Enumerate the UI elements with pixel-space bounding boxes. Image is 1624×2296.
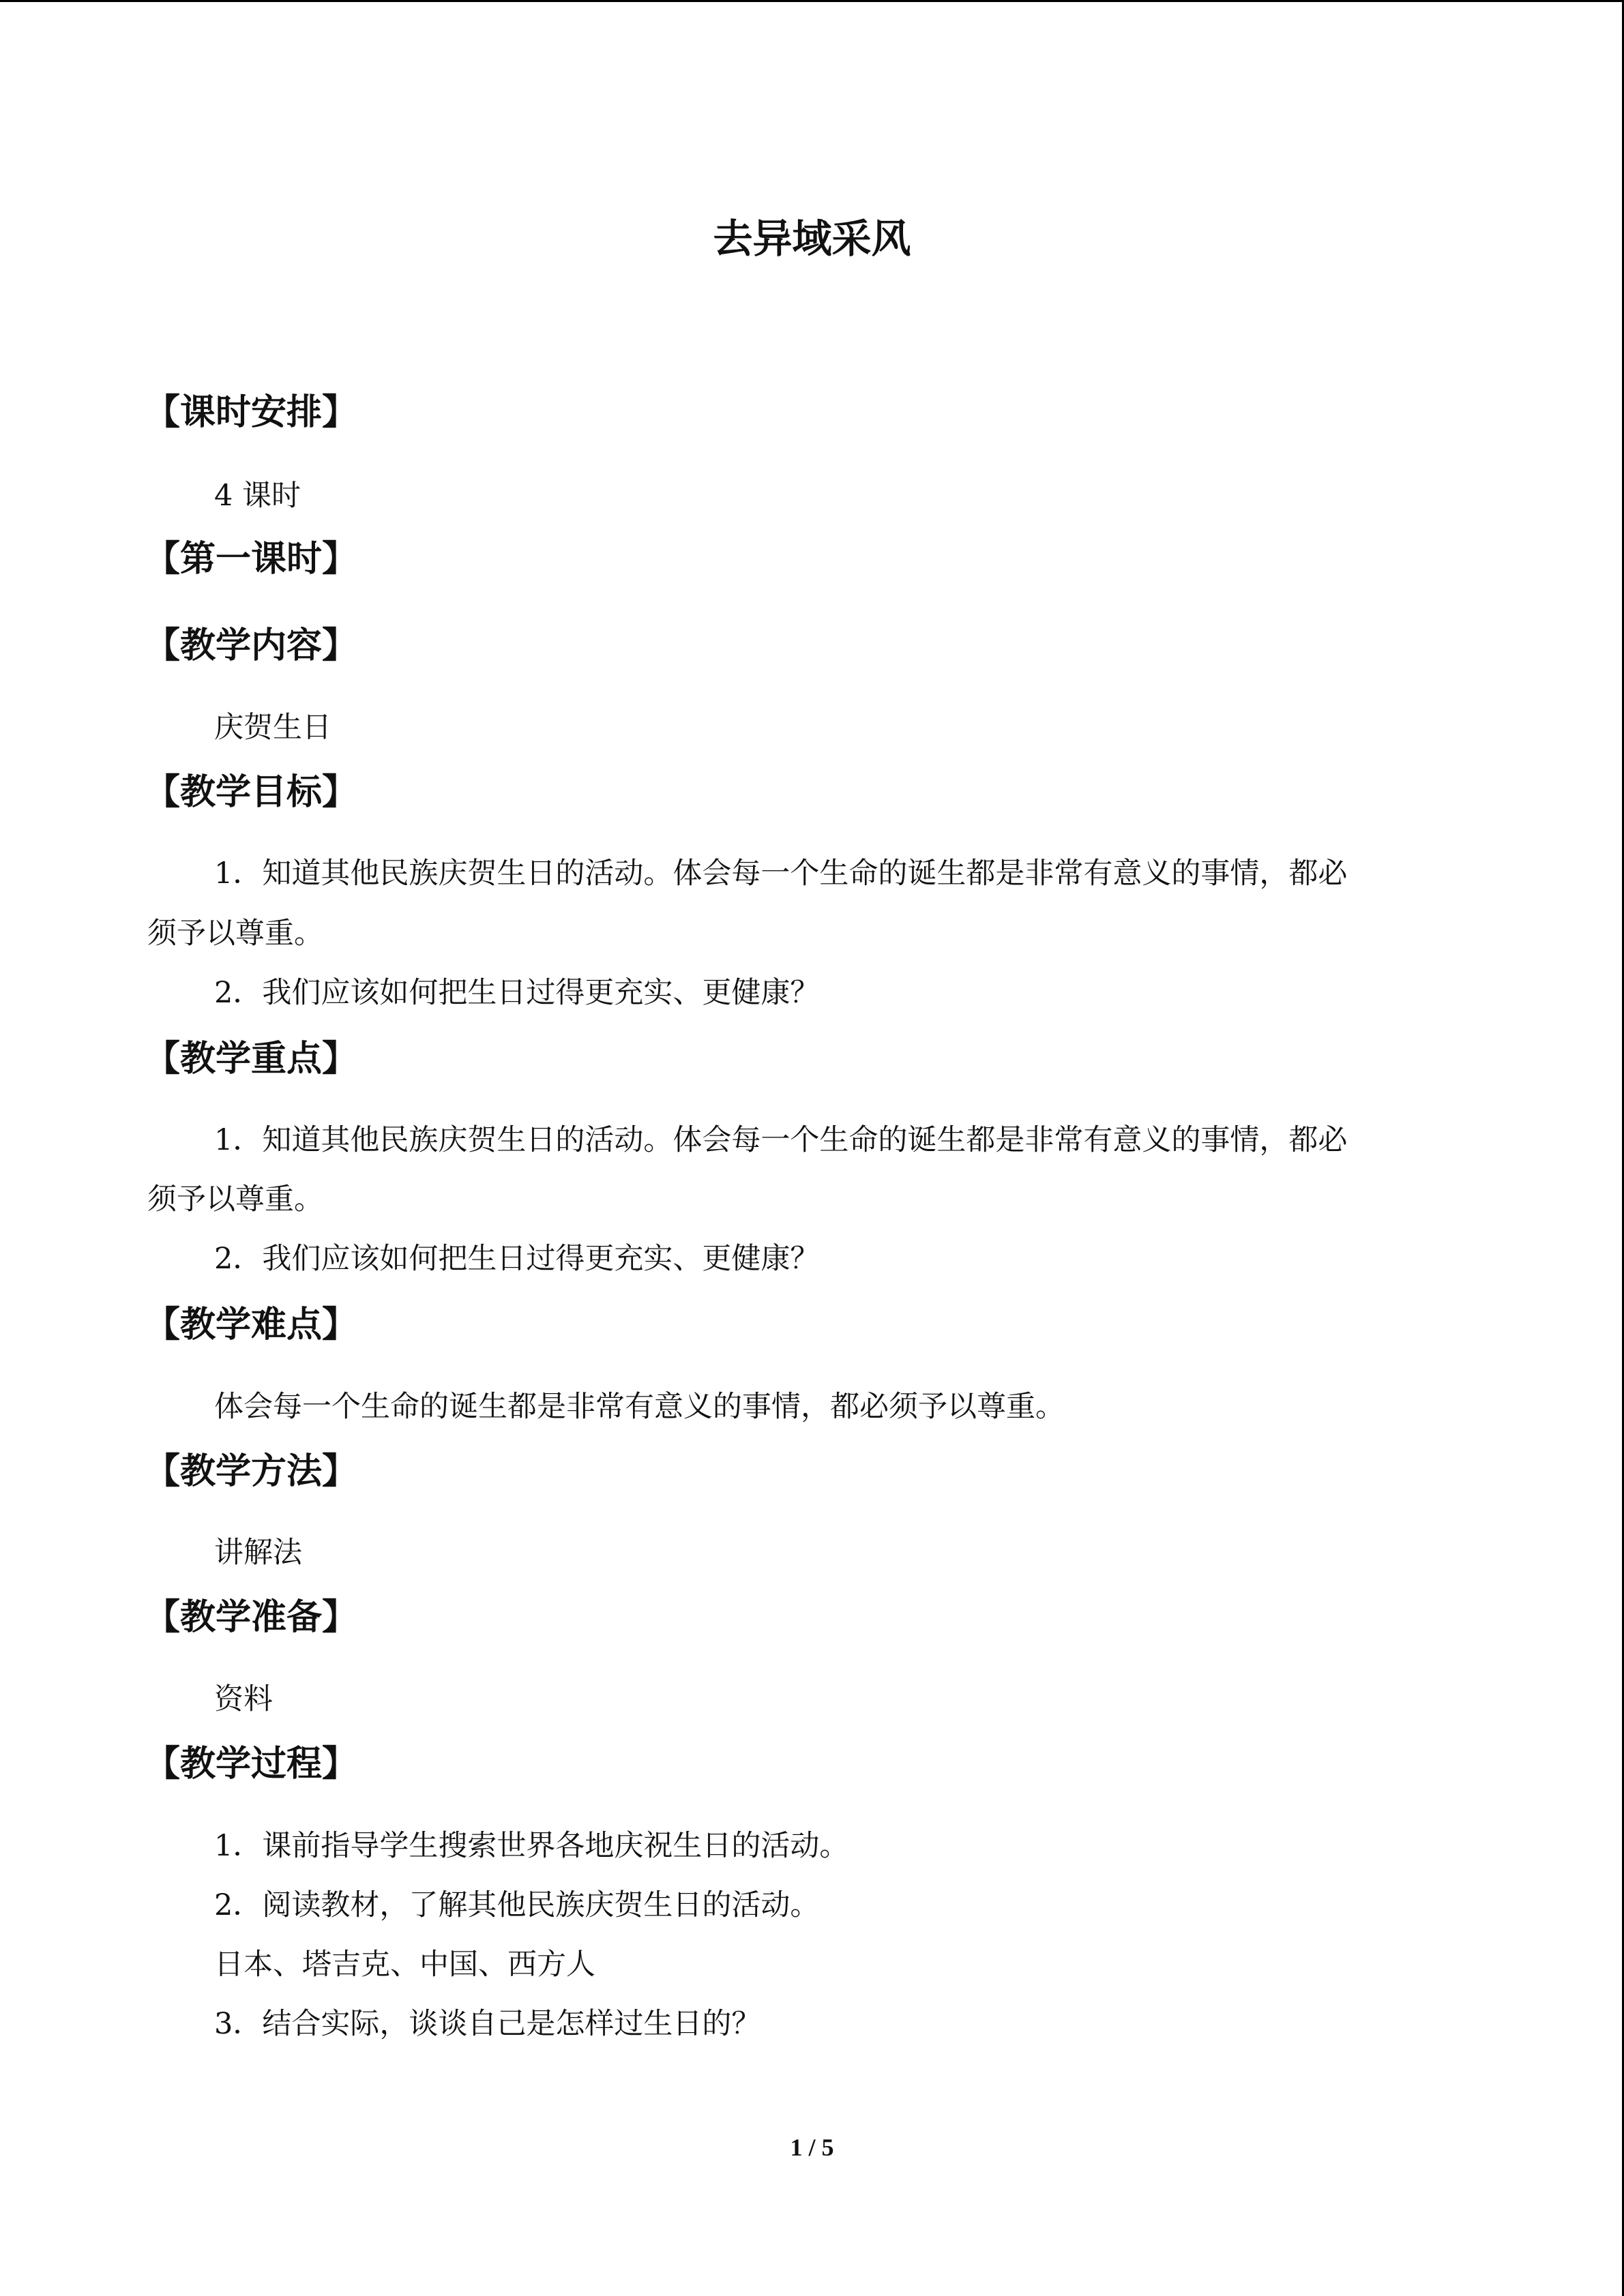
paragraph-content: 庆贺生日 bbox=[214, 711, 331, 745]
section-heading-first-lesson: 【第一课时】 bbox=[145, 539, 358, 580]
paragraph-process-4: 3．结合实际，谈谈自己是怎样过生日的？ bbox=[214, 2007, 761, 2041]
paragraph-key-points-2: 2．我们应该如何把生日过得更充实、更健康？ bbox=[214, 1242, 820, 1276]
paragraph-process-3: 日本、塔吉克、中国、西方人 bbox=[214, 1948, 595, 1982]
paragraph-key-points-1-cont: 须予以尊重。 bbox=[147, 1182, 323, 1217]
section-heading-preparation: 【教学准备】 bbox=[145, 1597, 358, 1638]
section-heading-objectives: 【教学目标】 bbox=[145, 772, 358, 813]
paragraph-difficulties: 体会每一个生命的诞生都是非常有意义的事情，都必须予以尊重。 bbox=[214, 1390, 1065, 1424]
paragraph-objectives-2: 2．我们应该如何把生日过得更充实、更健康？ bbox=[214, 976, 820, 1010]
paragraph-process-2: 2．阅读教材，了解其他民族庆贺生日的活动。 bbox=[214, 1888, 820, 1922]
section-heading-difficulties: 【教学难点】 bbox=[145, 1304, 358, 1345]
paragraph-methods: 讲解法 bbox=[214, 1536, 302, 1570]
section-heading-methods: 【教学方法】 bbox=[145, 1451, 358, 1492]
page-border-top bbox=[0, 0, 1624, 2]
paragraph-objectives-1-cont: 须予以尊重。 bbox=[147, 916, 323, 951]
document-title: 去异域采风 bbox=[713, 215, 911, 262]
paragraph-key-points-1: 1．知道其他民族庆贺生日的活动。体会每一个生命的诞生都是非常有意义的事情，都必 bbox=[214, 1123, 1348, 1157]
paragraph-schedule: 4 课时 bbox=[214, 479, 301, 513]
section-heading-process: 【教学过程】 bbox=[145, 1744, 358, 1785]
section-heading-key-points: 【教学重点】 bbox=[145, 1039, 358, 1079]
page-number: 1 / 5 bbox=[790, 2134, 834, 2161]
paragraph-preparation: 资料 bbox=[214, 1682, 273, 1716]
section-heading-content: 【教学内容】 bbox=[145, 625, 358, 666]
paragraph-objectives-1: 1．知道其他民族庆贺生日的活动。体会每一个生命的诞生都是非常有意义的事情，都必 bbox=[214, 856, 1348, 891]
paragraph-process-1: 1．课前指导学生搜索世界各地庆祝生日的活动。 bbox=[214, 1829, 849, 1863]
section-heading-schedule: 【课时安排】 bbox=[145, 392, 358, 433]
